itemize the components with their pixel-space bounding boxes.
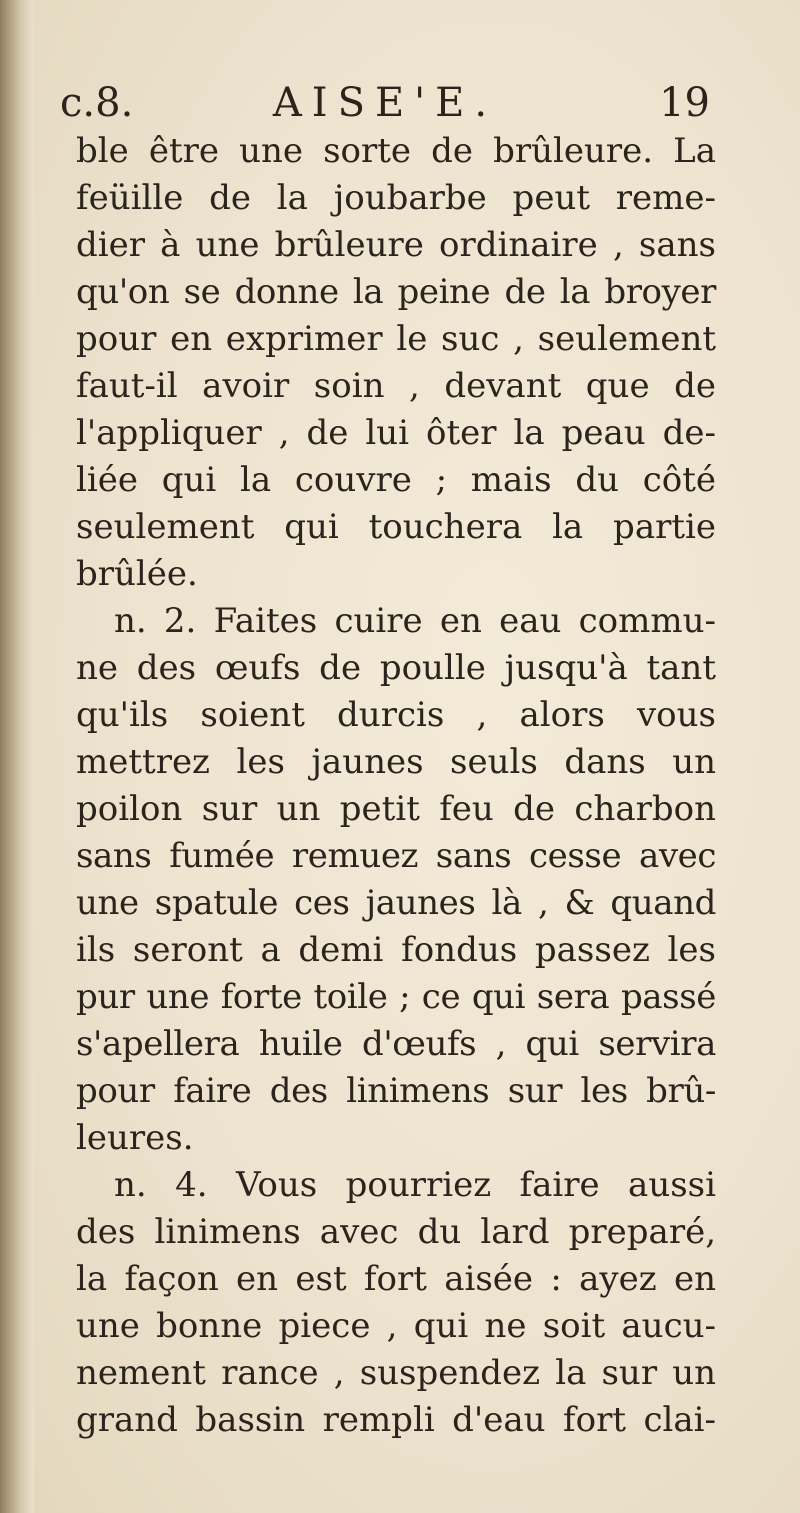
text-line: seulement qui touchera la partie xyxy=(76,507,716,547)
text-line: leures. xyxy=(76,1118,194,1158)
text-line: grand bassin rempli d'eau fort clai- xyxy=(76,1400,716,1440)
book-page xyxy=(34,0,800,1513)
page-number: 19 xyxy=(659,80,710,126)
text-line: brûlée. xyxy=(76,554,198,594)
text-line: une bonne piece , qui ne soit aucu- xyxy=(76,1306,716,1346)
text-line: la façon en est fort aisée : ayez en xyxy=(76,1259,716,1299)
text-line: feüille de la joubarbe peut reme- xyxy=(76,178,716,218)
signature-mark: c.8. xyxy=(60,80,134,126)
text-line: mettrez les jaunes seuls dans un xyxy=(76,742,716,782)
text-line: ne des œufs de poulle jusqu'à tant xyxy=(76,648,716,688)
text-line: l'appliquer , de lui ôter la peau de- xyxy=(76,413,716,453)
text-line: liée qui la couvre ; mais du côté xyxy=(76,460,716,500)
body-text xyxy=(76,128,716,1444)
paragraph-start-line: n. 2. Faites cuire en eau commu- xyxy=(114,601,716,641)
text-line: pour faire des linimens sur les brû- xyxy=(76,1071,716,1111)
text-line: s'apellera huile d'œufs , qui servira xyxy=(76,1024,716,1064)
running-title: AISE'E. xyxy=(272,80,498,126)
text-line: ils seront a demi fondus passez les xyxy=(76,930,716,970)
page-header xyxy=(60,78,710,128)
text-line: une spatule ces jaunes là , & quand xyxy=(76,883,716,923)
text-line: pur une forte toile ; ce qui sera passé xyxy=(76,977,716,1017)
text-line: qu'ils soient durcis , alors vous xyxy=(76,695,716,735)
paragraph-start-line: n. 4. Vous pourriez faire aussi xyxy=(114,1165,716,1205)
text-line: pour en exprimer le suc , seulement xyxy=(76,319,716,359)
text-line: sans fumée remuez sans cesse avec xyxy=(76,836,716,876)
text-line: dier à une brûleure ordinaire , sans xyxy=(76,225,716,265)
text-line: qu'on se donne la peine de la broyer xyxy=(76,272,716,312)
book-binding-edge xyxy=(0,0,34,1513)
text-line: des linimens avec du lard preparé, xyxy=(76,1212,716,1252)
text-line: nement rance , suspendez la sur un xyxy=(76,1353,716,1393)
text-line: faut-il avoir soin , devant que de xyxy=(76,366,716,406)
text-line: poilon sur un petit feu de charbon xyxy=(76,789,716,829)
text-line: ble être une sorte de brûleure. La xyxy=(76,131,716,171)
